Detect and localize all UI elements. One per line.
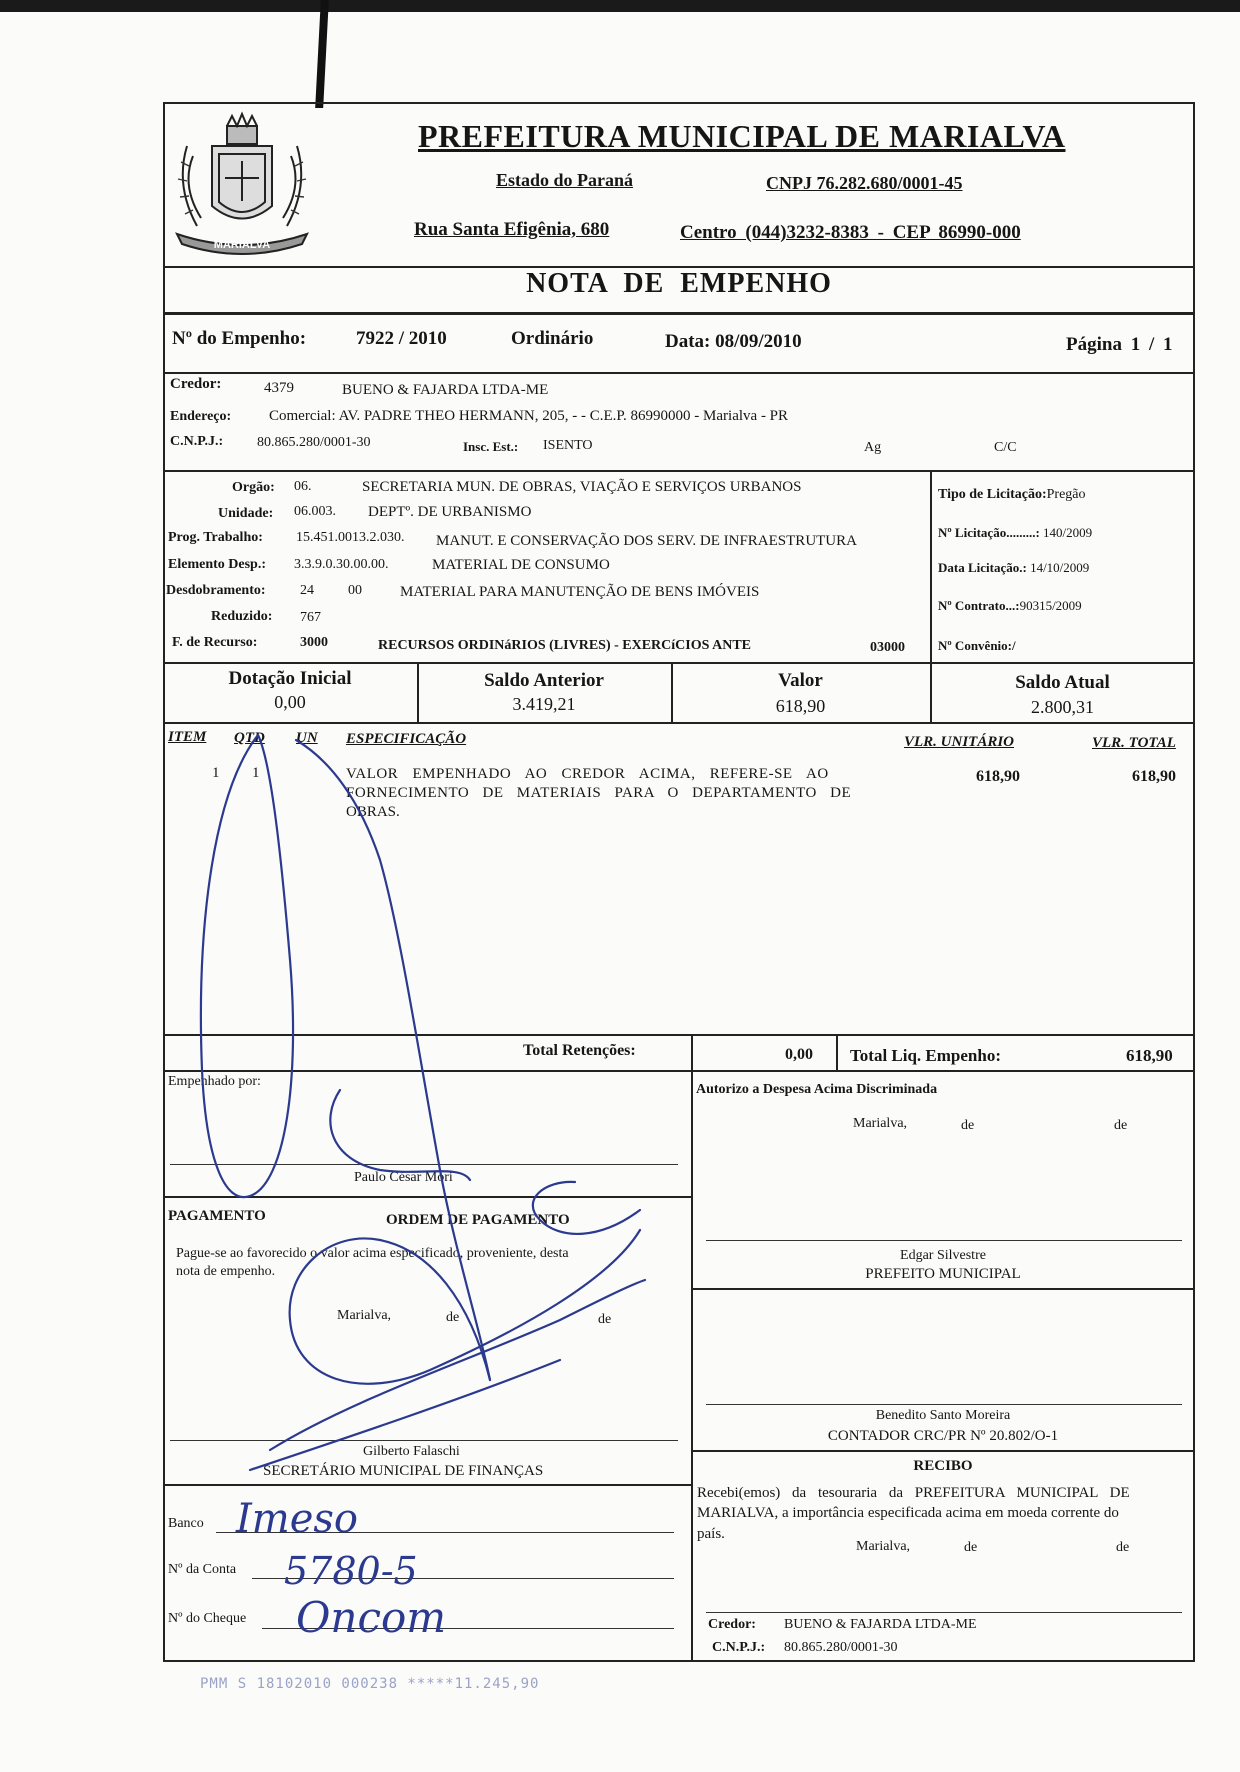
divider	[163, 372, 1195, 374]
saldo-anterior-value: 3.419,21	[512, 694, 576, 714]
orgao-name: SECRETARIA MUN. DE OBRAS, VIAÇÃO E SERVIÇOS URBANOS	[362, 479, 802, 495]
signature-line	[706, 1404, 1182, 1405]
contract-label: Nº Contrato...:90315/2009	[938, 598, 1082, 613]
recibo-credor-name: BUENO & FAJARDA LTDA-ME	[784, 1617, 977, 1632]
creditor-label: Credor:	[170, 376, 222, 392]
espec-col-header: ESPECIFICAÇÃO	[346, 731, 467, 747]
divider	[163, 662, 1195, 664]
creditor-address: Comercial: AV. PADRE THEO HERMANN, 205, - - C.E.P. 86990000 - Marialva - PR	[269, 408, 789, 424]
desdobramento-code-2: 00	[348, 583, 362, 598]
valor-label: Valor	[778, 670, 823, 691]
orgao-code: 06.	[294, 479, 312, 494]
divider	[163, 1196, 691, 1198]
municipality-title: PREFEITURA MUNICIPAL DE MARIALVA	[418, 118, 1066, 154]
divider	[163, 1034, 1195, 1036]
coat-of-arms-logo	[167, 106, 317, 258]
marialva-date-recibo: Marialva,	[856, 1539, 911, 1554]
prog-code: 15.451.0013.2.030.	[296, 530, 405, 545]
page-number: Página 1 / 1	[1066, 334, 1173, 355]
signer-paulo: Paulo César Mori	[354, 1170, 453, 1185]
saldo-anterior-label: Saldo Anterior	[484, 670, 604, 691]
logo-text: MARIALVA	[213, 239, 271, 251]
autorizo-label: Autorizo a Despesa Acima Discriminada	[696, 1082, 938, 1097]
qtd-col-header: QTD	[234, 730, 265, 746]
de-recibo-2: de	[1116, 1540, 1130, 1555]
divider	[163, 312, 1195, 315]
item-total-value: 618,90	[1132, 768, 1176, 785]
retencoes-value: 0,00	[785, 1046, 813, 1063]
convenio-label: Nº Convênio:/	[938, 638, 1016, 653]
orgao-label: Orgão:	[232, 480, 275, 495]
signature-line	[170, 1164, 678, 1165]
unidade-label: Unidade:	[218, 506, 274, 521]
prog-name: MANUT. E CONSERVAÇÃO DOS SERV. DE INFRAESTRUTURA	[436, 533, 857, 549]
handwritten-conta: 5780-5	[284, 1549, 418, 1593]
creditor-code: 4379	[264, 380, 294, 396]
de-right-1: de	[961, 1118, 975, 1133]
item-desc-line2: FORNECIMENTO DE MATERIAIS PARA O DEPARTAMENTO DE	[346, 785, 852, 801]
scan-top-edge	[0, 0, 1240, 12]
divider	[691, 1288, 1195, 1290]
pague-se-text-1: Pague-se ao favorecido o valor acima especificado, proveniente, desta	[176, 1246, 569, 1261]
unidade-name: DEPTº. DE URBANISMO	[368, 504, 532, 520]
address-label: Endereço:	[170, 409, 232, 424]
divider	[691, 1034, 693, 1070]
retencoes-label: Total Retenções:	[523, 1042, 636, 1059]
de-left-1: de	[446, 1310, 460, 1325]
banco-label: Banco	[168, 1516, 204, 1531]
empenhado-por-label: Empenhado por:	[168, 1074, 261, 1089]
item-number: 1	[212, 765, 220, 781]
divider	[163, 722, 1195, 724]
item-unit-value: 618,90	[976, 768, 1020, 785]
cheque-label: Nº do Cheque	[168, 1611, 247, 1626]
handwritten-cheque: Oncom	[296, 1593, 447, 1642]
recurso-code: 3000	[300, 635, 328, 650]
recibo-text-3: país.	[697, 1526, 725, 1542]
insc-value: ISENTO	[543, 438, 593, 453]
liq-empenho-label: Total Liq. Empenho:	[850, 1046, 1001, 1065]
valor-value: 618,90	[775, 696, 826, 716]
divider	[163, 1070, 1195, 1072]
licitacao-number-value: 140/2009	[1043, 525, 1093, 540]
item-qty: 1	[252, 765, 260, 781]
empenho-date: Data: 08/09/2010	[665, 331, 802, 352]
unidade-code: 06.003.	[294, 504, 336, 519]
item-col-header: ITEM	[168, 729, 207, 745]
reduzido-value: 767	[300, 610, 321, 625]
de-recibo-1: de	[964, 1540, 978, 1555]
de-right-2: de	[1114, 1118, 1128, 1133]
recibo-cnpj-label: C.N.P.J.:	[712, 1640, 766, 1655]
banco-line	[216, 1532, 674, 1533]
conta-label: Nº da Conta	[168, 1562, 237, 1577]
saldo-atual-value: 2.800,31	[1031, 697, 1094, 717]
licitacao-date-value: 14/10/2009	[1030, 560, 1090, 575]
contact-line: Centro (044)3232-8383 - CEP 86990-000	[680, 222, 1021, 243]
reduzido-label: Reduzido:	[211, 609, 273, 624]
desdobramento-name: MATERIAL PARA MANUTENÇÃO DE BENS IMÓVEIS	[400, 584, 760, 600]
signature-line	[170, 1440, 678, 1441]
dotacao-value: 0,00	[274, 692, 306, 712]
elemento-label: Elemento Desp.:	[168, 557, 266, 572]
account-label: C/C	[994, 440, 1017, 455]
processing-stamp: PMM S 18102010 000238 *****11.245,90	[200, 1676, 540, 1692]
document-title: NOTA DE EMPENHO	[526, 268, 832, 299]
ordem-pagamento-label: ORDEM DE PAGAMENTO	[386, 1212, 570, 1228]
divider	[163, 1484, 691, 1486]
state-name: Estado do Paraná	[496, 170, 634, 190]
recurso-label: F. de Recurso:	[172, 635, 258, 650]
cnpj-header: CNPJ 76.282.680/0001-45	[766, 173, 963, 193]
prefeito-name: Edgar Silvestre	[900, 1248, 986, 1263]
recibo-cnpj-value: 80.865.280/0001-30	[784, 1640, 898, 1655]
handwritten-banco: Imeso	[236, 1496, 359, 1542]
licitacao-type-value: Pregão	[1046, 487, 1086, 502]
contador-name: Benedito Santo Moreira	[875, 1408, 1011, 1423]
prefeito-role: PREFEITO MUNICIPAL	[865, 1266, 1021, 1282]
elemento-code: 3.3.9.0.30.00.00.	[294, 557, 389, 572]
empenho-type: Ordinário	[511, 328, 594, 349]
liq-empenho-value: 618,90	[1126, 1046, 1173, 1065]
licitacao-number-label: Nº Licitação.........: 140/2009	[938, 525, 1093, 540]
divider	[163, 470, 1195, 472]
divider	[691, 1070, 693, 1662]
de-left-2: de	[598, 1312, 612, 1327]
desdobramento-code: 24	[300, 583, 314, 598]
un-col-header: UN	[296, 730, 318, 746]
creditor-name: BUENO & FAJARDA LTDA-ME	[342, 382, 549, 398]
elemento-name: MATERIAL DE CONSUMO	[432, 557, 610, 573]
creditor-cnpj-label: C.N.P.J.:	[170, 434, 224, 449]
signer-gilberto-role: SECRETÁRIO MUNICIPAL DE FINANÇAS	[263, 1463, 544, 1479]
signature-line	[706, 1240, 1182, 1241]
dotacao-label: Dotação Inicial	[228, 668, 352, 689]
empenho-number-label: Nº do Empenho:	[172, 328, 307, 349]
pague-se-text-2: nota de empenho.	[176, 1264, 276, 1279]
cheque-line	[262, 1628, 674, 1629]
item-desc-line3: OBRAS.	[346, 804, 400, 820]
divider	[930, 470, 932, 662]
recibo-credor-label: Credor:	[708, 1617, 756, 1632]
contract-value: 90315/2009	[1019, 598, 1082, 613]
recurso-name: RECURSOS ORDINáRIOS (LIVRES) - EXERCíCIOS ANTE	[378, 638, 752, 653]
recurso-code-2: 03000	[870, 640, 905, 655]
empenho-number: 7922 / 2010	[356, 328, 447, 349]
saldo-atual-label: Saldo Atual	[1015, 672, 1110, 693]
recibo-title: RECIBO	[913, 1458, 973, 1474]
creditor-cnpj: 80.865.280/0001-30	[257, 435, 371, 450]
item-desc-line1: VALOR EMPENHADO AO CREDOR ACIMA, REFERE-SE AO	[346, 766, 829, 782]
insc-label: Insc. Est.:	[463, 439, 519, 454]
prog-label: Prog. Trabalho:	[168, 530, 263, 545]
total-value-col-header: VLR. TOTAL	[1092, 735, 1176, 751]
recibo-text-2: MARIALVA, a importância especificada acima em moeda corrente do	[697, 1505, 1119, 1521]
conta-line	[252, 1578, 674, 1579]
licitacao-type-label: Tipo de Licitação:Pregão	[938, 487, 1086, 502]
divider	[836, 1034, 838, 1070]
marialva-date-right: Marialva,	[853, 1116, 908, 1131]
divider	[691, 1450, 1195, 1452]
scan-tab-mark	[315, 0, 329, 108]
contador-role: CONTADOR CRC/PR Nº 20.802/O-1	[827, 1428, 1059, 1444]
signature-line	[706, 1612, 1182, 1613]
recibo-text-1: Recebi(emos) da tesouraria da PREFEITURA MUNICIPAL DE	[697, 1485, 1130, 1501]
licitacao-date-label: Data Licitação.: 14/10/2009	[938, 560, 1090, 575]
signer-gilberto: Gilberto Falaschi	[363, 1444, 460, 1459]
address-line: Rua Santa Efigênia, 680	[414, 219, 610, 240]
desdobramento-label: Desdobramento:	[166, 583, 266, 598]
pagamento-label: PAGAMENTO	[168, 1208, 266, 1224]
agency-label: Ag	[864, 440, 882, 455]
marialva-date-left: Marialva,	[337, 1308, 392, 1323]
unit-value-col-header: VLR. UNITÁRIO	[904, 734, 1015, 750]
